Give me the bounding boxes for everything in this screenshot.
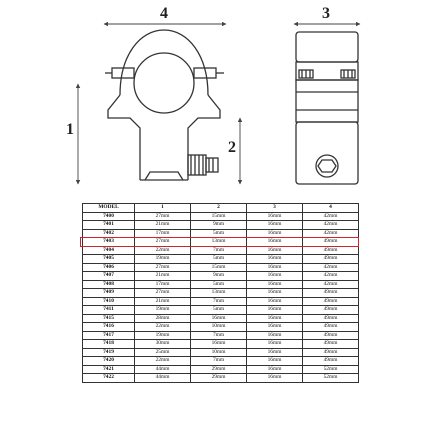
dimension-cell: 5mm [191,229,247,238]
dimension-cell: 49mm [303,357,359,366]
dimension-cell: 49mm [303,314,359,323]
dimension-cell: 16mm [247,272,303,281]
dimension-cell: 22mm [135,246,191,255]
dimension-cell: 7mm [191,357,247,366]
model-cell: 7420 [83,357,135,366]
table-row [83,348,359,357]
model-cell: 7405 [83,255,135,264]
header-model: MODEL [83,204,135,213]
model-cell: 7417 [83,331,135,340]
model-cell: 7403 [83,238,135,247]
model-cell: 7401 [83,221,135,230]
scope-ring-drawing [0,0,440,200]
table-row [83,365,359,374]
table-row [83,331,359,340]
dimension-cell: 16mm [191,340,247,349]
dimension-cell: 22mm [135,323,191,332]
front-view [105,30,224,180]
dimension-cell: 29mm [191,365,247,374]
dimension-cell: 16mm [247,289,303,298]
dimension-cell: 16mm [247,246,303,255]
dimension-cell: 21mm [135,297,191,306]
dimension-cell: 44mm [135,374,191,383]
dimension-cell: 19mm [135,255,191,264]
dimension-cell: 19mm [135,306,191,315]
dimension-cell: 42mm [303,272,359,281]
dimension-cell: 49mm [303,306,359,315]
dimension-cell: 7mm [191,246,247,255]
dimension-cell: 16mm [247,221,303,230]
model-cell: 7416 [83,323,135,332]
dimension-cell: 42mm [303,280,359,289]
dimension-cell: 49mm [303,246,359,255]
table-row [83,297,359,306]
dimension-cell: 21mm [135,272,191,281]
dimension-cell: 30mm [135,340,191,349]
model-cell: 7402 [83,229,135,238]
table-row [83,306,359,315]
dimension-cell: 49mm [303,331,359,340]
table-row [83,238,359,247]
model-cell: 7411 [83,306,135,315]
table-body [83,212,359,382]
dimension-cell: 7mm [191,331,247,340]
dimensions-table [82,203,359,383]
dimension-cell: 10mm [191,323,247,332]
table-row [83,340,359,349]
model-cell: 7400 [83,212,135,221]
dimension-cell: 16mm [247,331,303,340]
dimension-cell: 9mm [191,272,247,281]
dimension-cell: 16mm [247,263,303,272]
dimension-cell: 29mm [191,374,247,383]
dimension-cell: 25mm [135,348,191,357]
dimension-cell: 42mm [303,229,359,238]
table-row [83,221,359,230]
dimension-cell: 16mm [247,348,303,357]
dimension-cell: 49mm [303,348,359,357]
dimension-cell: 7mm [191,297,247,306]
model-cell: 7408 [83,280,135,289]
dimension-label-1: 1 [66,121,74,138]
header-dim-3: 3 [247,204,303,213]
dimension-cell: 16mm [247,280,303,289]
model-cell: 7404 [83,246,135,255]
dimension-cell: 5mm [191,280,247,289]
model-cell: 7418 [83,340,135,349]
model-cell: 7406 [83,263,135,272]
table-row [83,314,359,323]
table-row [83,374,359,383]
dimension-cell: 49mm [303,255,359,264]
dimension-cell: 9mm [191,221,247,230]
header-dim-1: 1 [135,204,191,213]
dimension-cell: 42mm [303,221,359,230]
dimension-cell: 16mm [191,314,247,323]
header-dim-4: 4 [303,204,359,213]
dimension-cell: 27mm [135,238,191,247]
model-cell: 7421 [83,365,135,374]
dimension-cell: 22mm [135,357,191,366]
dimension-cell: 16mm [247,374,303,383]
dimension-cell: 16mm [247,340,303,349]
dimension-cell: 27mm [135,212,191,221]
dimension-cell: 52mm [303,374,359,383]
table-row [83,212,359,221]
dimension-cell: 10mm [191,348,247,357]
dimension-cell: 27mm [135,289,191,298]
dimension-label-2: 2 [228,139,236,156]
dimension-cell: 28mm [135,314,191,323]
table-header-row [83,204,359,213]
dimension-cell: 49mm [303,289,359,298]
dimension-label-3: 3 [322,5,330,22]
dimension-cell: 16mm [247,229,303,238]
table-row [83,229,359,238]
dimension-cell: 15mm [191,263,247,272]
model-cell: 7409 [83,289,135,298]
dimension-cell: 49mm [303,238,359,247]
dimension-cell: 17mm [135,229,191,238]
dimension-cell: 16mm [247,297,303,306]
dimension-cell: 16mm [247,323,303,332]
table-row [83,246,359,255]
dimension-cell: 17mm [135,280,191,289]
model-cell: 7422 [83,374,135,383]
dimension-cell: 16mm [247,365,303,374]
model-cell: 7419 [83,348,135,357]
dimension-label-4: 4 [160,5,168,22]
dimension-cell: 5mm [191,255,247,264]
dimension-cell: 49mm [303,340,359,349]
dimension-cell: 42mm [303,263,359,272]
table-row [83,255,359,264]
table-row [83,289,359,298]
model-cell: 7407 [83,272,135,281]
side-view [296,32,358,184]
dimension-cell: 5mm [191,306,247,315]
dimension-cell: 52mm [303,365,359,374]
table-row [83,263,359,272]
dimension-cell: 13mm [191,289,247,298]
dimension-cell: 16mm [247,357,303,366]
dimension-cell: 42mm [303,212,359,221]
table-row [83,272,359,281]
dimension-cell: 19mm [135,331,191,340]
table-row [83,323,359,332]
dimension-cell: 27mm [135,263,191,272]
model-cell: 7415 [83,314,135,323]
dimension-cell: 49mm [303,323,359,332]
dimension-cell: 49mm [303,297,359,306]
table-row [83,280,359,289]
model-cell: 7410 [83,297,135,306]
dimension-cell: 16mm [247,212,303,221]
dimension-cell: 16mm [247,306,303,315]
header-dim-2: 2 [191,204,247,213]
table-row [83,357,359,366]
dimension-cell: 13mm [191,238,247,247]
dimension-cell: 16mm [247,255,303,264]
dimension-cell: 16mm [247,238,303,247]
dimension-cell: 15mm [191,212,247,221]
dimension-cell: 44mm [135,365,191,374]
dimension-cell: 21mm [135,221,191,230]
dimension-cell: 16mm [247,314,303,323]
